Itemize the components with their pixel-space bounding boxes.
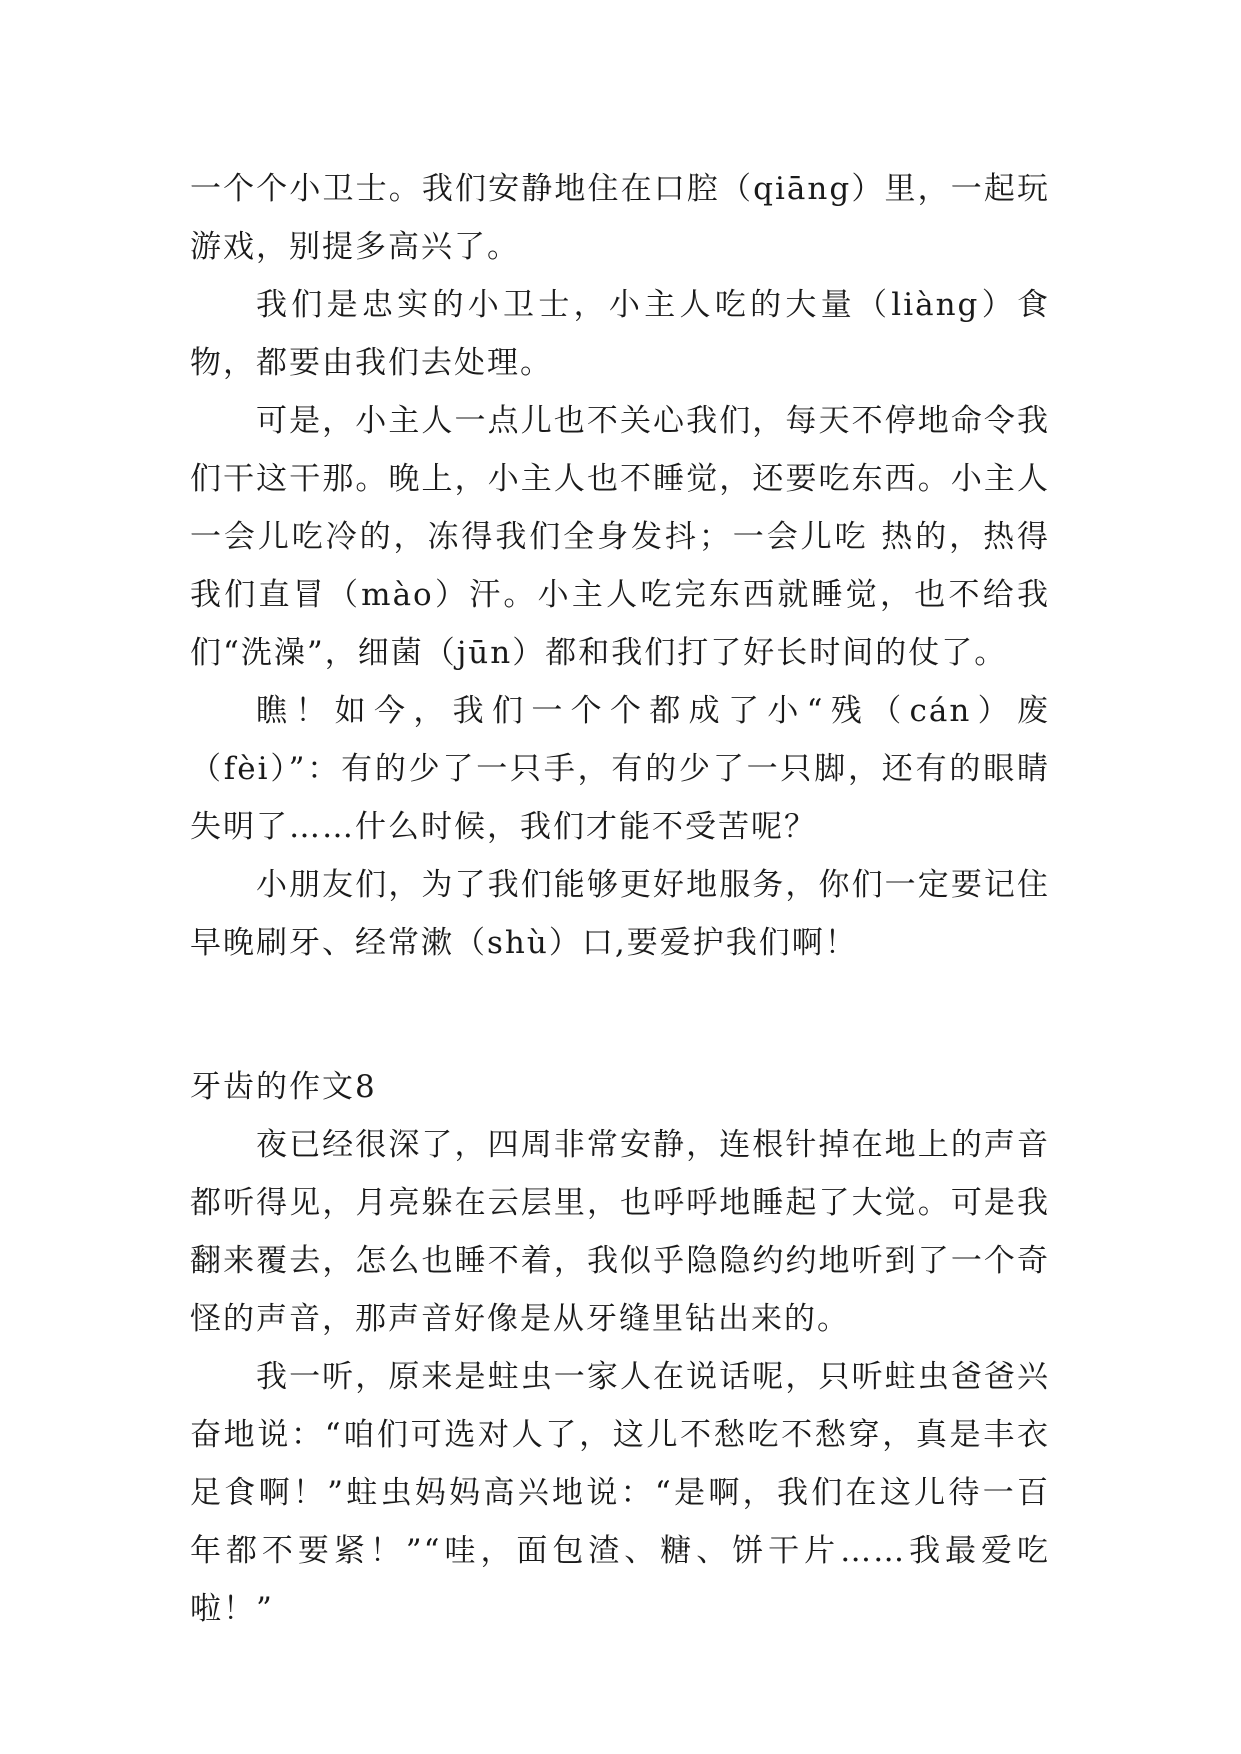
paragraph: 一个个小卫士。我们安静地住在口腔（qiāng）里，一起玩游戏，别提多高兴了。: [190, 171, 1050, 265]
section-heading: 牙齿的作文8: [190, 1069, 377, 1105]
paragraph: 夜已经很深了，四周非常安静，连根针掉在地上的声音都听得见，月亮躲在云层里，也呼呼地睡起了大觉。可是我翻来覆去，怎么也睡不着，我似乎隐隐约约地听到了一个奇怪的声音，那声音好像是从牙缝里钻出来的。: [190, 1127, 1050, 1337]
paragraph: 我们是忠实的小卫士，小主人吃的大量（liàng）食物，都要由我们去处理。: [190, 287, 1050, 381]
paragraph: 我一听，原来是蛀虫一家人在说话呢，只听蛀虫爸爸兴奋地说：“咱们可选对人了，这儿不愁吃不愁穿，真是丰衣足食啊！”蛀虫妈妈高兴地说：“是啊，我们在这儿待一百年都不要紧！”“哇，面包渣、糖、饼干片……我最爱吃啦！”: [190, 1359, 1050, 1627]
paragraph: 可是，小主人一点儿也不关心我们，每天不停地命令我们干这干那。晚上，小主人也不睡觉，还要吃东西。小主人一会儿吃冷的，冻得我们全身发抖；一会儿吃 热的，热得我们直冒（mào）汗。小主人吃完东西就睡觉，也不给我们“洗澡”，细菌（jūn）都和我们打了好长时间的仗了。: [190, 403, 1050, 671]
document-page: [190, 160, 1050, 1638]
paragraph: 小朋友们，为了我们能够更好地服务，你们一定要记住早晚刷牙、经常漱（shù）口,要爱护我们啊！: [190, 867, 1050, 961]
paragraph: 瞧！如今，我们一个个都成了小“残（cán）废（fèi）”：有的少了一只手，有的少了一只脚，还有的眼睛失明了……什么时候，我们才能不受苦呢？: [190, 693, 1050, 845]
